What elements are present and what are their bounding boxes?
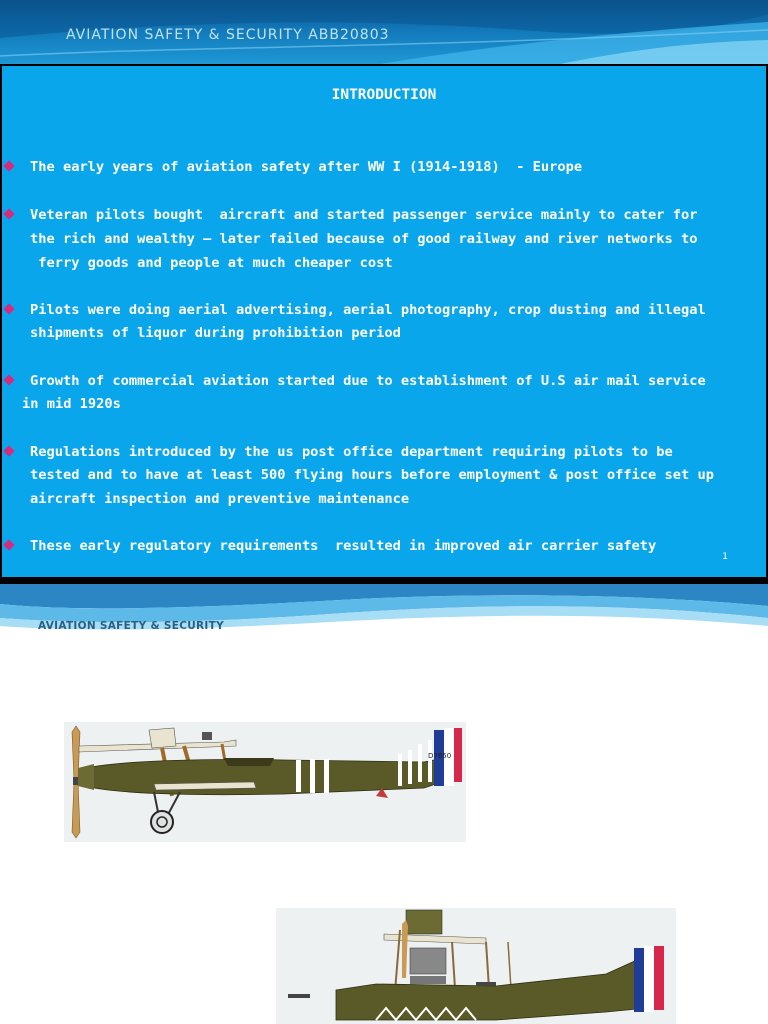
- slide-1-content: [2, 66, 766, 577]
- diamond-bullet-icon: [3, 208, 14, 219]
- slide-2: [0, 584, 768, 1024]
- bullet-text-line: Regulations introduced by the us post office department requiring pilots to be: [30, 444, 673, 460]
- tail-marking-text: D7650: [428, 752, 452, 760]
- slide-1-header: [0, 0, 768, 64]
- bullet-text-line: in mid 1920s: [22, 396, 121, 412]
- diamond-bullet-icon: [3, 160, 14, 171]
- bullet-text-line: Growth of commercial aviation started due to establishment of U.S air mail service: [30, 373, 706, 389]
- bullet-text-line: These early regulatory requirements resulted in improved air carrier safety: [30, 538, 657, 554]
- bullet-text-line: the rich and wealthy – later failed because of good railway and river networks to: [30, 231, 698, 247]
- diamond-bullet-icon: [3, 445, 14, 456]
- biplane-illustration-1: [64, 722, 466, 842]
- diamond-bullet-icon: [3, 303, 14, 314]
- bullet-list: [2, 66, 766, 577]
- bullet-text-line: Pilots were doing aerial advertising, aerial photography, crop dusting and illegal: [30, 302, 706, 318]
- diamond-bullet-icon: [3, 374, 14, 385]
- bullet-text-line: The early years of aviation safety after WW I (1914-1918) - Europe: [30, 159, 583, 175]
- bullet-text-line: ferry goods and people at much cheaper cost: [30, 255, 393, 271]
- diamond-bullet-icon: [3, 539, 14, 550]
- slide-2-header-title: AVIATION SAFETY & SECURITY: [38, 620, 224, 632]
- bullet-text-line: tested and to have at least 500 flying hours before employment & post office set up: [30, 467, 714, 483]
- bullet-text-line: aircraft inspection and preventive maintenance: [30, 491, 410, 507]
- page-number: 1: [722, 552, 728, 562]
- bullet-text-line: shipments of liquor during prohibition period: [30, 325, 401, 341]
- slide-heading: INTRODUCTION: [331, 87, 437, 103]
- biplane-illustration-2: [276, 908, 676, 1024]
- slide-1-header-title: AVIATION SAFETY & SECURITY ABB20803: [66, 27, 390, 43]
- wave-decoration: [0, 584, 768, 644]
- bullet-text-line: Veteran pilots bought aircraft and started passenger service mainly to cater for: [30, 207, 698, 223]
